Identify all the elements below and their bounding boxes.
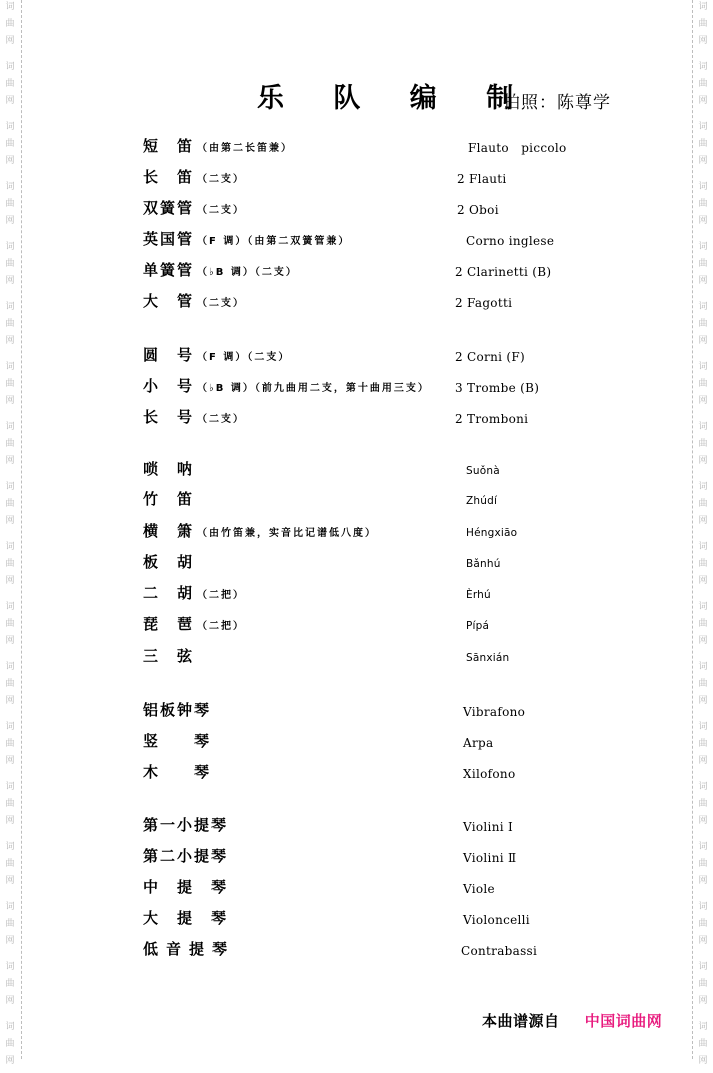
watermark-char: 曲 (5, 439, 15, 449)
watermark-char: 网 (5, 396, 15, 406)
instrument-italian-name: 3 Trombe (B) (455, 381, 540, 395)
instrument-row (0, 376, 713, 400)
watermark-char: 曲 (698, 439, 708, 449)
instrument-chinese-name: 大 提 琴 (143, 909, 229, 927)
watermark-char: 网 (5, 876, 15, 886)
instrument-italian-name: 2 Fagotti (455, 296, 513, 310)
watermark-char: 网 (698, 996, 708, 1006)
watermark-group (0, 62, 20, 113)
instrument-row (0, 260, 713, 284)
watermark-char: 网 (5, 576, 15, 586)
watermark-char: 曲 (698, 559, 708, 569)
instrument-italian-name: Corno inglese (466, 234, 555, 248)
watermark-char: 词 (698, 242, 708, 252)
instrument-chinese (143, 815, 228, 835)
watermark-char: 网 (698, 696, 708, 706)
watermark-char: 词 (698, 782, 708, 792)
instrument-italian-name: Contrabassi (461, 944, 538, 958)
watermark-char: 网 (698, 636, 708, 646)
instrument-italian-name: Sānxián (466, 652, 510, 664)
instrument-italian-name: Suǒnà (466, 465, 500, 477)
watermark-char: 网 (5, 36, 15, 46)
watermark-char: 网 (698, 216, 708, 226)
instrument-chinese (143, 646, 194, 666)
instrument-italian-name: Arpa (463, 736, 494, 750)
watermark-char: 词 (698, 722, 708, 732)
watermark-char: 网 (5, 276, 15, 286)
instrument-chinese-name: 横 箫 (143, 522, 195, 540)
instrument-chinese (143, 459, 194, 479)
instrument-italian-name: 2 Corni (F) (455, 350, 525, 364)
instrument-row (0, 762, 713, 786)
instrument-chinese (143, 345, 290, 368)
instrument-note: （♭B 调）（前九曲用二支，第十曲用三支） (197, 383, 430, 394)
watermark-char: 曲 (5, 19, 15, 29)
watermark-char: 词 (5, 182, 15, 192)
instrument-chinese-name: 长 笛 (143, 168, 195, 186)
instrument-chinese (143, 376, 430, 399)
instrument-chinese (143, 731, 211, 751)
watermark-char: 网 (5, 336, 15, 346)
watermark-char: 词 (698, 362, 708, 372)
watermark-char: 词 (698, 842, 708, 852)
watermark-group (693, 1022, 713, 1073)
watermark-char: 词 (5, 782, 15, 792)
instrument-italian-name: Violini Ⅱ (463, 851, 517, 865)
watermark-char: 网 (698, 276, 708, 286)
instrument-chinese-name: 第二小提琴 (143, 847, 229, 865)
instrument-row (0, 583, 713, 607)
instrument-chinese-name: 第一小提琴 (143, 816, 229, 834)
instrument-note: （二支） (197, 174, 246, 185)
instrument-chinese (143, 521, 377, 544)
watermark-char: 曲 (5, 319, 15, 329)
watermark-char: 词 (5, 842, 15, 852)
watermark-char: 网 (698, 516, 708, 526)
watermark-char: 词 (5, 242, 15, 252)
instrument-note: （F 调）（由第二双簧管兼） (197, 236, 351, 247)
instrument-italian-name: 2 Flauti (457, 172, 507, 186)
watermark-char: 词 (698, 962, 708, 972)
watermark-char: 网 (5, 936, 15, 946)
watermark-char: 词 (5, 362, 15, 372)
source-label: 本曲谱源自 (482, 1012, 560, 1030)
watermark-char: 曲 (698, 799, 708, 809)
instrument-chinese (143, 939, 235, 959)
watermark-char: 词 (698, 422, 708, 432)
instrument-italian-name: Viole (463, 882, 495, 896)
watermark-char: 词 (5, 542, 15, 552)
watermark-char: 网 (698, 36, 708, 46)
watermark-char: 词 (698, 2, 708, 12)
watermark-char: 曲 (5, 379, 15, 389)
watermark-char: 曲 (5, 139, 15, 149)
watermark-char: 网 (5, 216, 15, 226)
instrument-chinese-name: 竹 笛 (143, 490, 195, 508)
watermark-char: 词 (5, 62, 15, 72)
instrument-row (0, 877, 713, 901)
instrument-italian-name: Èrhú (466, 589, 491, 601)
watermark-group (0, 2, 20, 53)
watermark-char: 曲 (5, 199, 15, 209)
instrument-row (0, 345, 713, 369)
watermark-char: 词 (5, 122, 15, 132)
instrument-chinese-name: 单簧管 (143, 261, 195, 279)
instrument-row (0, 846, 713, 870)
watermark-char: 词 (698, 122, 708, 132)
instrument-row (0, 731, 713, 755)
watermark-char: 词 (5, 1022, 15, 1032)
instrument-row (0, 939, 713, 963)
source-attribution (482, 1010, 662, 1031)
instrument-chinese-name: 唢 呐 (143, 460, 195, 478)
watermark-char: 曲 (698, 739, 708, 749)
page-title: 乐 队 编 制 (257, 83, 534, 114)
instrument-chinese (143, 198, 245, 221)
watermark-char: 词 (698, 902, 708, 912)
watermark-char: 词 (5, 302, 15, 312)
instrument-note: （二支） (197, 414, 246, 425)
instrument-chinese (143, 908, 228, 928)
watermark-char: 网 (5, 156, 15, 166)
instrument-chinese-name: 木 琴 (143, 763, 212, 781)
watermark-char: 曲 (5, 859, 15, 869)
watermark-char: 词 (698, 662, 708, 672)
instrument-row (0, 521, 713, 545)
watermark-char: 词 (698, 182, 708, 192)
instrument-italian-name: 2 Clarinetti (B) (455, 265, 552, 279)
instrument-chinese (143, 614, 245, 637)
instrument-row (0, 614, 713, 638)
instrument-italian-name: Violini Ⅰ (463, 820, 514, 834)
instrument-row (0, 459, 713, 483)
watermark-char: 曲 (5, 919, 15, 929)
instrument-chinese (143, 489, 194, 509)
watermark-char: 网 (698, 576, 708, 586)
watermark-char: 词 (5, 602, 15, 612)
instrument-italian-name: Flauto piccolo (468, 141, 567, 155)
instrument-italian-name: 2 Tromboni (455, 412, 529, 426)
instrument-note: （二支） (197, 205, 246, 216)
instrument-chinese (143, 700, 211, 720)
watermark-char: 网 (698, 456, 708, 466)
watermark-char: 曲 (698, 919, 708, 929)
instrument-row (0, 291, 713, 315)
watermark-char: 曲 (698, 619, 708, 629)
watermark-char: 网 (5, 96, 15, 106)
watermark-char: 曲 (698, 979, 708, 989)
watermark-char: 网 (5, 996, 15, 1006)
watermark-char: 曲 (5, 559, 15, 569)
watermark-char: 网 (698, 156, 708, 166)
watermark-char: 词 (5, 662, 15, 672)
instrument-row (0, 908, 713, 932)
watermark-char: 网 (5, 456, 15, 466)
watermark-char: 曲 (698, 199, 708, 209)
watermark-char: 曲 (5, 1039, 15, 1049)
instrument-note: （二把） (197, 590, 246, 601)
watermark-char: 词 (5, 422, 15, 432)
watermark-char: 网 (698, 396, 708, 406)
instrument-chinese (143, 846, 228, 866)
watermark-char: 词 (698, 1022, 708, 1032)
instrument-chinese (143, 762, 211, 782)
instrument-row (0, 167, 713, 191)
watermark-char: 曲 (698, 79, 708, 89)
watermark-char: 网 (5, 756, 15, 766)
instrument-chinese-name: 三 弦 (143, 647, 195, 665)
instrument-italian-name: Héngxiāo (466, 527, 518, 539)
watermark-char: 网 (698, 1056, 708, 1066)
watermark-char: 网 (5, 516, 15, 526)
watermark-char: 曲 (5, 739, 15, 749)
watermark-char: 曲 (698, 259, 708, 269)
instrument-italian-name: Pípá (466, 620, 490, 632)
watermark-char: 网 (698, 756, 708, 766)
instrument-note: （二把） (197, 621, 246, 632)
instrument-italian-name: Xilofono (463, 767, 516, 781)
watermark-char: 曲 (5, 499, 15, 509)
instrument-chinese (143, 229, 350, 252)
instrument-chinese (143, 407, 245, 430)
instrument-chinese (143, 260, 298, 283)
watermark-char: 词 (5, 902, 15, 912)
instrument-chinese (143, 583, 245, 606)
instrument-note: （F 调）（二支） (197, 352, 291, 363)
watermark-char: 词 (5, 722, 15, 732)
instrument-chinese-name: 二 胡 (143, 584, 195, 602)
instrument-row (0, 815, 713, 839)
watermark-char: 网 (698, 96, 708, 106)
instrument-row (0, 229, 713, 253)
instrument-italian-name: Zhúdí (466, 495, 498, 507)
watermark-char: 曲 (698, 139, 708, 149)
watermark-char: 网 (5, 636, 15, 646)
watermark-char: 曲 (698, 859, 708, 869)
watermark-char: 网 (698, 876, 708, 886)
watermark-char: 曲 (5, 799, 15, 809)
watermark-char: 曲 (698, 679, 708, 689)
instrument-chinese-name: 长 号 (143, 408, 195, 426)
source-site-link[interactable]: 中国词曲网 (584, 1012, 663, 1030)
instrument-chinese-name: 琵 琶 (143, 615, 195, 633)
instrument-chinese-name: 低音提琴 (143, 940, 236, 958)
instrument-chinese (143, 877, 228, 897)
watermark-char: 词 (698, 62, 708, 72)
instrument-italian-name: Bǎnhú (466, 558, 501, 570)
watermark-char: 曲 (5, 619, 15, 629)
watermark-char: 网 (5, 696, 15, 706)
instrument-chinese-name: 中 提 琴 (143, 878, 229, 896)
watermark-char: 词 (698, 542, 708, 552)
instrument-chinese-name: 短 笛 (143, 137, 195, 155)
instrument-chinese-name: 竖 琴 (143, 732, 212, 750)
instrument-row (0, 198, 713, 222)
watermark-char: 词 (698, 482, 708, 492)
photo-credit: 拍照：陈尊学 (503, 93, 611, 113)
instrument-chinese (143, 291, 245, 314)
instrument-chinese-name: 大 管 (143, 292, 195, 310)
instrument-note: （由第二长笛兼） (197, 143, 294, 154)
watermark-group (0, 962, 20, 1013)
instrument-chinese-name: 圆 号 (143, 346, 195, 364)
watermark-char: 词 (5, 2, 15, 12)
instrument-italian-name: Vibrafono (463, 705, 526, 719)
instrument-chinese (143, 167, 245, 190)
instrument-chinese (143, 552, 194, 572)
watermark-char: 曲 (5, 259, 15, 269)
watermark-char: 网 (698, 936, 708, 946)
instrument-chinese-name: 铝板钟琴 (143, 701, 212, 719)
instrument-row (0, 552, 713, 576)
watermark-char: 曲 (698, 1039, 708, 1049)
watermark-char: 网 (5, 816, 15, 826)
watermark-char: 网 (698, 816, 708, 826)
instrument-chinese-name: 双簧管 (143, 199, 195, 217)
watermark-char: 词 (698, 602, 708, 612)
instrument-chinese-name: 英国管 (143, 230, 195, 248)
watermark-group (0, 1022, 20, 1073)
watermark-char: 曲 (698, 379, 708, 389)
instrument-note: （由竹笛兼，实音比记谱低八度） (197, 528, 378, 539)
watermark-char: 网 (5, 1056, 15, 1066)
watermark-char: 词 (698, 302, 708, 312)
watermark-char: 曲 (698, 319, 708, 329)
instrument-chinese (143, 136, 293, 159)
watermark-char: 曲 (5, 979, 15, 989)
instrument-note: （二支） (197, 298, 246, 309)
instrument-row (0, 407, 713, 431)
watermark-char: 曲 (698, 19, 708, 29)
watermark-char: 曲 (698, 499, 708, 509)
watermark-char: 词 (5, 962, 15, 972)
watermark-group (693, 962, 713, 1013)
instrument-row (0, 136, 713, 160)
instrument-italian-name: Violoncelli (463, 913, 530, 927)
instrument-row (0, 700, 713, 724)
watermark-char: 曲 (5, 79, 15, 89)
watermark-group (693, 62, 713, 113)
instrument-note: （♭B 调）（二支） (197, 267, 298, 278)
watermark-char: 网 (698, 336, 708, 346)
instrument-chinese-name: 小 号 (143, 377, 195, 395)
instrument-italian-name: 2 Oboi (457, 203, 499, 217)
instrument-chinese-name: 板 胡 (143, 553, 195, 571)
watermark-group (693, 2, 713, 53)
instrument-row (0, 489, 713, 513)
watermark-char: 曲 (5, 679, 15, 689)
instrument-row (0, 646, 713, 670)
watermark-char: 词 (5, 482, 15, 492)
